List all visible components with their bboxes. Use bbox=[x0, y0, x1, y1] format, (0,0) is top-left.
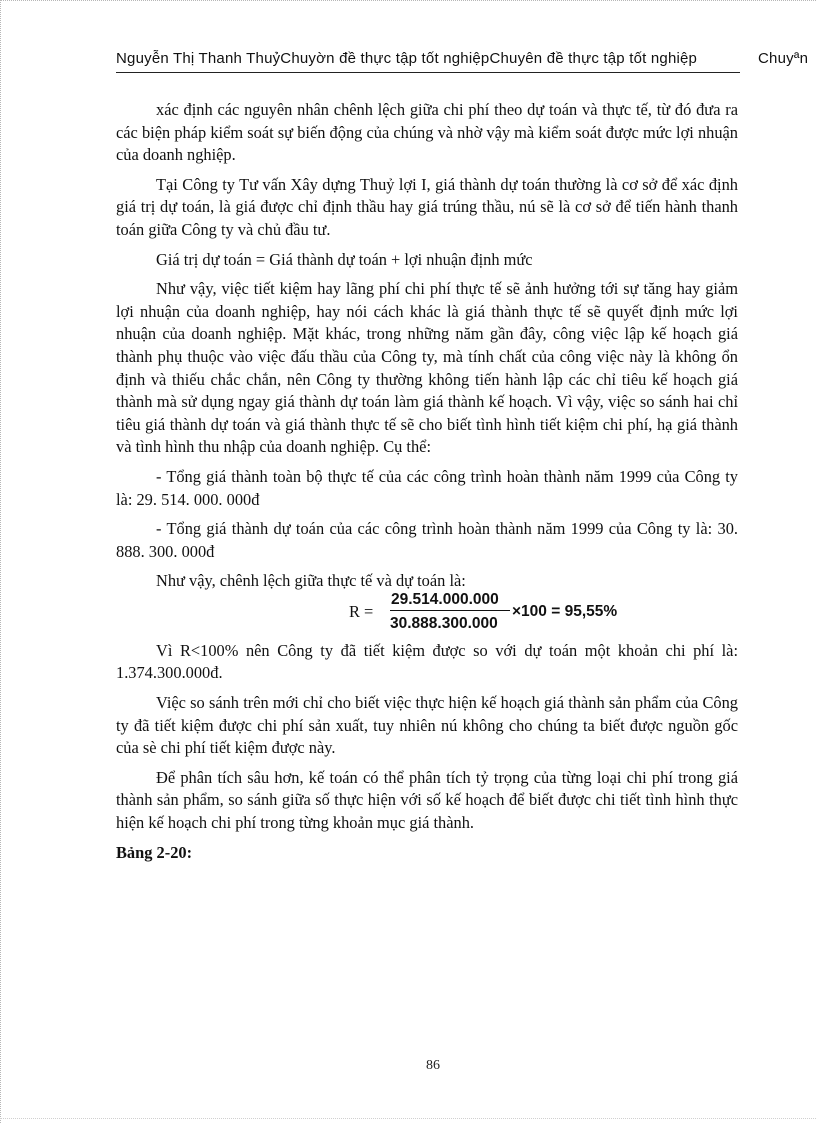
formula-result: ×100 = 95,55% bbox=[512, 602, 618, 620]
paragraph: Như vậy, việc tiết kiệm hay lãng phí chi phí thực tế sẽ ảnh hưởng tới sự tăng hay giảm lợi nhuận của doanh nghiệp, hay nói cách khác là giá thành thực tế sẽ quyết định mức lợi nhuận của doanh nghiệp. Mặt khác, trong những năm gần đây, công việc lập kế hoạch giá thành phụ thuộc vào việc đấu thầu của Công ty, mà tính chất của công việc này là không ổn định và thiếu chắc chắn, nên Công ty thường không tiến hành lập các chỉ tiêu kế hoạch giá thành mà sử dụng ngay giá thành dự toán làm giá thành kế hoạch. Vì vậy, việc so sánh hai chỉ tiêu giá thành dự toán và giá thành thực tế sẽ cho biết tình hình tiết kiệm chi phí, hạ giá thành và tình hình thu nhập của doanh nghiệp. Cụ thể: bbox=[116, 279, 738, 457]
list-item: - Tổng giá thành dự toán của các công trình hoàn thành năm 1999 của Công ty là: 30. 888. 300. 000đ bbox=[116, 519, 738, 561]
body-text bbox=[116, 99, 738, 871]
paragraph: Việc so sánh trên mới chỉ cho biết việc thực hiện kế hoạch giá thành sản phẩm của Công ty đã tiết kiệm được chi phí sản xuất, tuy nhiên nú không cho chúng ta biết được nguồn gốc của sè chi phí tiết kiệm được này. bbox=[116, 693, 738, 758]
fraction-bar bbox=[390, 610, 510, 611]
page-border-top bbox=[0, 0, 816, 1]
ratio-formula bbox=[116, 590, 738, 638]
paragraph: xác định các nguyên nhân chênh lệch giữa chi phí theo dự toán và thực tế, từ đó đưa ra các biện pháp kiểm soát sự biến động của chúng và nhờ vậy mà kiểm soát được mức lợi nhuận của doanh nghiệp. bbox=[116, 100, 738, 165]
equation-text: Giá trị dự toán = Giá thành dự toán + lợi nhuận định mức bbox=[156, 249, 533, 269]
paragraph: Để phân tích sâu hơn, kế toán có thể phân tích tỷ trọng của từng loại chi phí trong giá thành sản phẩm, so sánh giữa số thực hiện với số kế hoạch để biết được chi tiết tình hình thực hiện kế hoạch chi phí trong từng khoản mục giá thành. bbox=[116, 767, 738, 833]
header-overflow-text: Chuyªn bbox=[758, 50, 809, 67]
page-border-bottom bbox=[0, 1118, 816, 1119]
header-rule bbox=[116, 72, 740, 73]
paragraph: Như vậy, chênh lệch giữa thực tế và dự toán là: bbox=[156, 571, 466, 591]
list-item: - Tổng giá thành toàn bộ thực tế của các công trình hoàn thành năm 1999 của Công ty là: 29. 514. 000. 000đ bbox=[116, 466, 738, 509]
page-number: 86 bbox=[426, 1058, 440, 1073]
header-text: Nguyễn Thị Thanh ThuỷChuyờn đề thực tập tốt nghiệpChuyên đề thực tập tốt nghiệp bbox=[116, 50, 698, 67]
page-border-left bbox=[0, 0, 1, 1123]
paragraph: Tại Công ty Tư vấn Xây dựng Thuỷ lợi I, giá thành dự toán thường là cơ sở để xác định giá trị dự toán, là giá được chỉ định thầu hay giá trúng thầu, nú sẽ là cơ sở để tiến hành thanh toán giữa Công ty và chủ đầu tư. bbox=[116, 174, 738, 239]
formula-numerator: 29.514.000.000 bbox=[391, 590, 499, 608]
running-header bbox=[116, 48, 816, 70]
table-caption: Bảng 2-20: bbox=[116, 842, 193, 862]
formula-denominator: 30.888.300.000 bbox=[390, 614, 498, 632]
formula-lhs: R = bbox=[349, 601, 374, 621]
paragraph: Vì R<100% nên Công ty đã tiết kiệm được so với dự toán một khoản chi phí là: 1.374.300.000đ. bbox=[116, 640, 738, 683]
